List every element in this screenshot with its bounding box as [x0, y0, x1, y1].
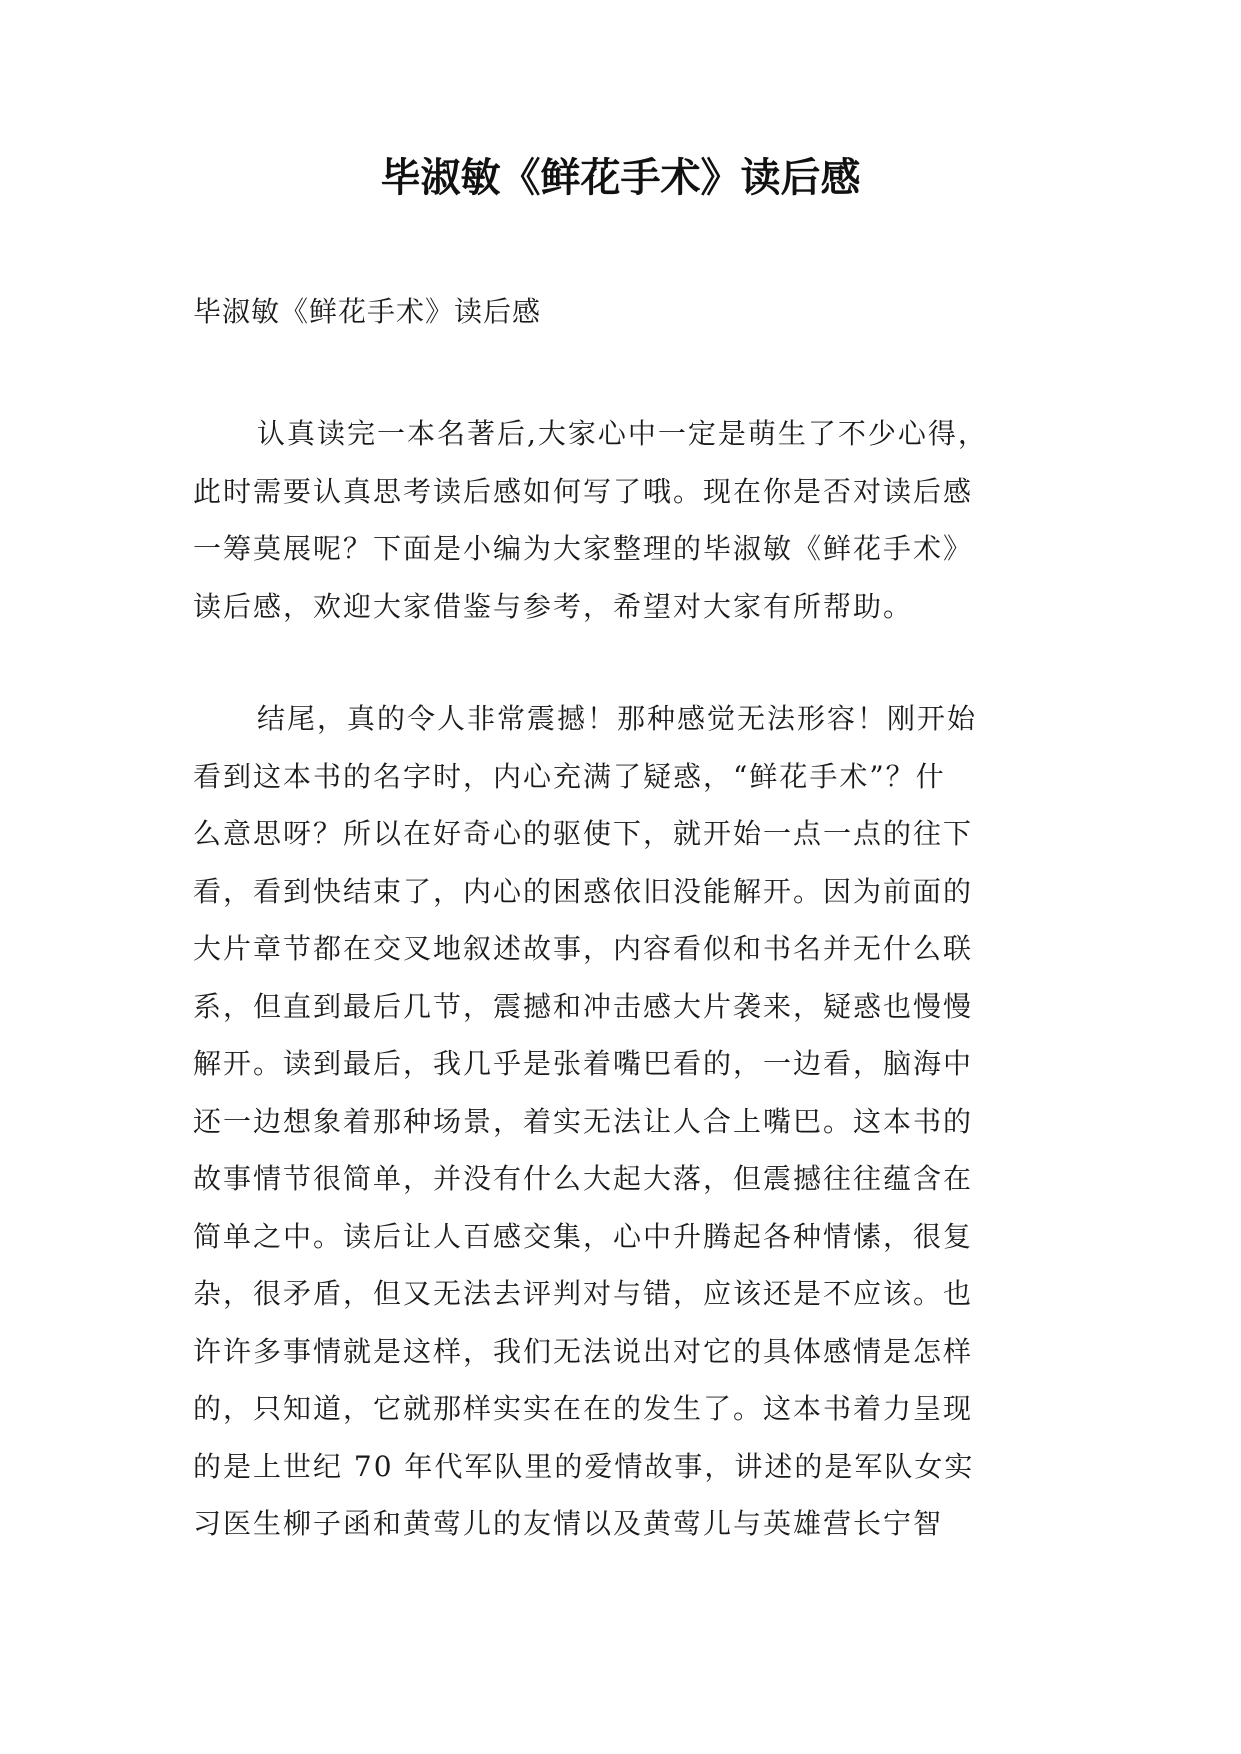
paragraph-line: 的是上世纪 70 年代军队里的爱情故事，讲述的是军队女实	[193, 1449, 975, 1483]
paragraph-line: 许许多事情就是这样，我们无法说出对它的具体感情是怎样	[193, 1334, 974, 1368]
paragraph-line: 认真读完一本名著后,大家心中一定是萌生了不少心得，	[257, 417, 988, 450]
paragraph-line: 看到这本书的名字时，内心充满了疑惑，“鲜花手术”？什	[193, 759, 946, 793]
paragraph-line: 一筹莫展呢？下面是小编为大家整理的毕淑敏《鲜花手术》	[193, 532, 974, 565]
document-title: 毕淑敏《鲜花手术》读后感	[380, 155, 861, 201]
paragraph-line: 简单之中。读后让人百感交集，心中升腾起各种情愫，很复	[193, 1219, 974, 1253]
paragraph-line: 的，只知道，它就那样实实在在的发生了。这本书着力呈现	[193, 1392, 974, 1425]
paragraph-line: 解开。读到最后，我几乎是张着嘴巴看的，一边看，脑海中	[193, 1047, 974, 1080]
paragraph-line: 习医生柳子函和黄莺儿的友情以及黄莺儿与英雄营长宁智	[193, 1507, 944, 1540]
paragraph-line: 故事情节很简单，并没有什么大起大落，但震撼往往蕴含在	[193, 1162, 974, 1195]
paragraph-line: 么意思呀？所以在好奇心的驱使下，就开始一点一点的往下	[193, 817, 974, 850]
body-paragraph	[193, 690, 1073, 1553]
document-subtitle: 毕淑敏《鲜花手术》读后感	[193, 295, 542, 328]
paragraph-line: 系，但直到最后几节，震撼和冲击感大片袭来，疑惑也慢慢	[193, 989, 974, 1023]
paragraph-line: 大片章节都在交叉地叙述故事，内容看似和书名并无什么联	[193, 932, 974, 965]
paragraph-line: 此时需要认真思考读后感如何写了哦。现在你是否对读后感	[193, 474, 974, 508]
paragraph-line: 读后感，欢迎大家借鉴与参考，希望对大家有所帮助。	[193, 589, 914, 623]
paragraph-line: 看，看到快结束了，内心的困惑依旧没能解开。因为前面的	[193, 874, 974, 908]
intro-paragraph	[193, 405, 1073, 635]
paragraph-line: 还一边想象着那种场景，着实无法让人合上嘴巴。这本书的	[193, 1104, 974, 1138]
paragraph-line: 结尾，真的令人非常震撼！那种感觉无法形容！刚开始	[257, 702, 978, 735]
paragraph-line: 杂，很矛盾，但又无法去评判对与错，应该还是不应该。也	[193, 1277, 974, 1310]
